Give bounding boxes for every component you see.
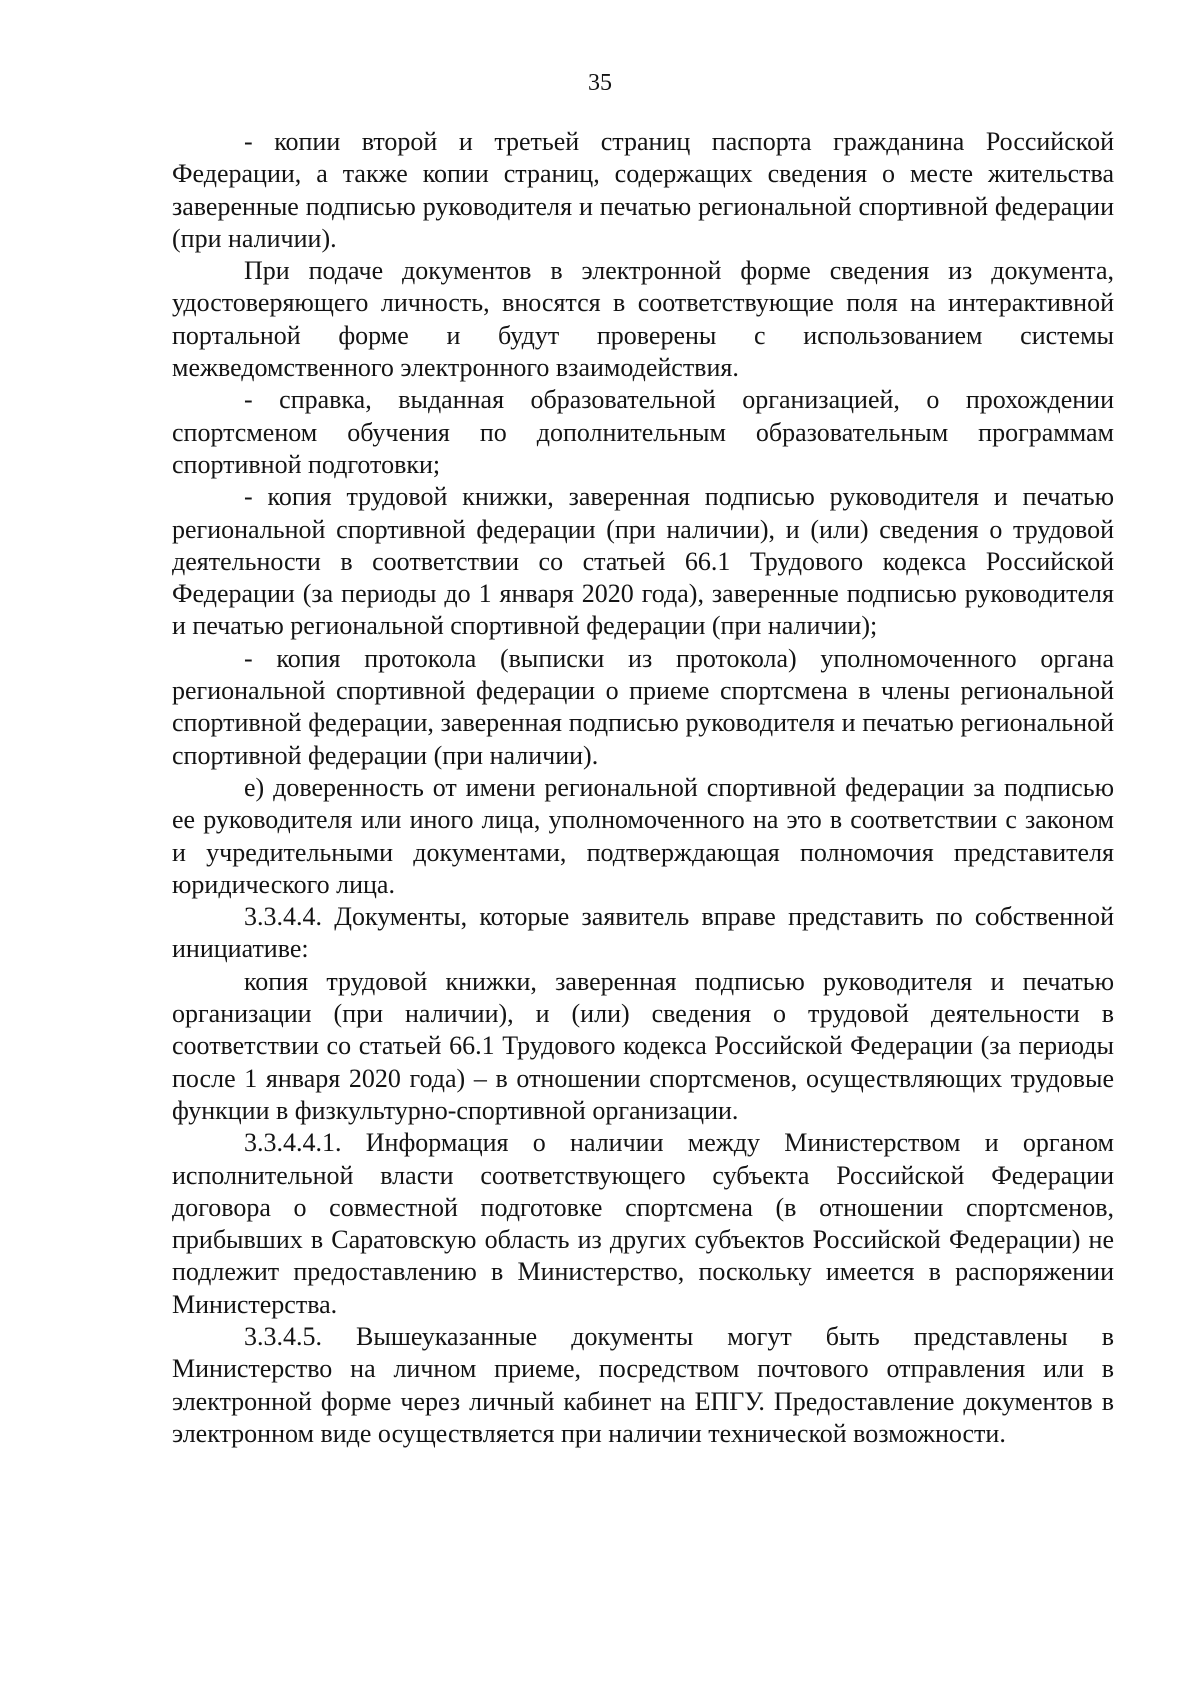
paragraph-section-3-3-4-4: 3.3.4.4. Документы, которые заявитель вправе представить по собственной инициативе: [172,902,1114,964]
paragraph-section-3-3-4-5: 3.3.4.5. Вышеуказанные документы могут быть представлены в Министерство на личном приеме, посредством почтового отправления или в электронной форме через личный кабинет на ЕПГУ. Предоставление документов в электронном виде осуществляется при наличии технической возможности. [172,1321,1114,1448]
paragraph-passport-copies: - копии второй и третьей страниц паспорта гражданина Российской Федерации, а также копии страниц, содержащих сведения о месте жительства заверенные подписью руководителя и печатью региональной спортивной федерации (при наличии). [172,127,1114,253]
paragraph-protocol-copy: - копия протокола (выписки из протокола) уполномоченного органа региональной спортивной федерации о приеме спортсмена в члены региональной спортивной федерации, заверенная подписью руководителя и печатью региональной спортивной федерации (при наличии). [172,643,1114,770]
paragraph-education-certificate: - справка, выданная образовательной организацией, о прохождении спортсменом обучения по дополнительным образовательным программам спортивной подготовки; [172,385,1114,479]
paragraph-electronic-submission: При подаче документов в электронной форме сведения из документа, удостоверяющего личность, вносятся в соответствующие поля на интерактивной портальной форме и будут проверены с использованием системы межведомственного электронного взаимодействия. [172,256,1114,383]
paragraph-work-book-copy: - копия трудовой книжки, заверенная подписью руководителя и печатью региональной спортивной федерации (при наличии), и (или) сведения о трудовой деятельности в соответствии со статьей 66.1 Трудового кодекса Российской Федерации (за периоды до 1 января 2020 года), заверенные подписью руководителя и печатью региональной спортивной федерации (при наличии); [172,482,1114,641]
document-body [172,126,1114,1450]
paragraph-work-book-organization: копия трудовой книжки, заверенная подписью руководителя и печатью организации (при наличии), и (или) сведения о трудовой деятельности в соответствии со статьей 66.1 Трудового кодекса Российской Федерации (за периоды после 1 января 2020 года) – в отношении спортсменов, осуществляющих трудовые функции в физкультурно-спортивной организации. [172,966,1114,1125]
paragraph-section-3-3-4-4-1: 3.3.4.4.1. Информация о наличии между Министерством и органом исполнительной власти соответствующего субъекта Российской Федерации договора о совместной подготовке спортсмена (в отношении спортсменов, прибывших в Саратовскую область из других субъектов Российской Федерации) не подлежит предоставлению в Министерство, поскольку имеется в распоряжении Министерства. [172,1128,1114,1319]
page-number: 35 [588,70,612,96]
paragraph-power-of-attorney: е) доверенность от имени региональной спортивной федерации за подписью ее руководителя или иного лица, уполномоченного на это в соответствии с законом и учредительными документами, подтверждающая полномочия представителя юридического лица. [172,772,1114,899]
